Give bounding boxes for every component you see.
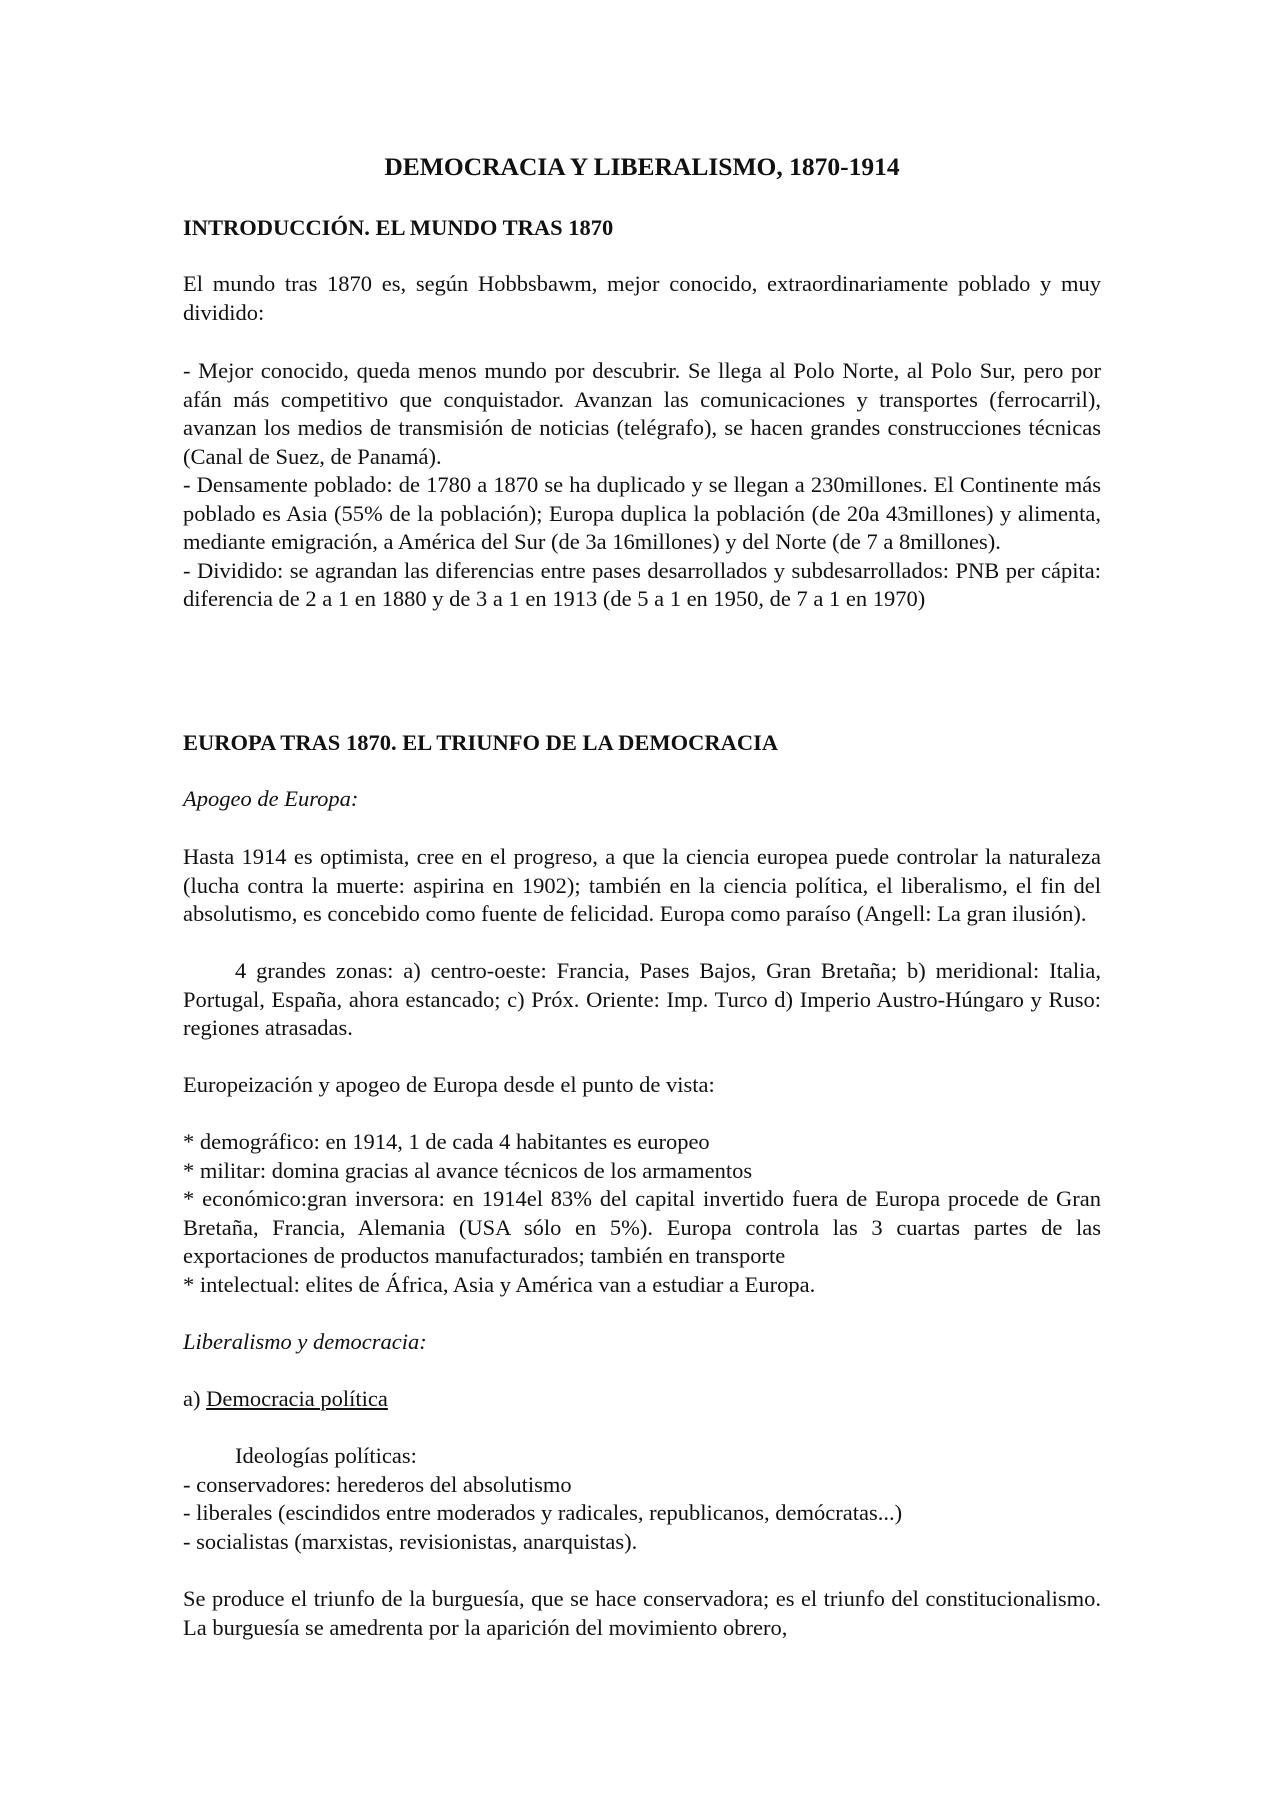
paragraph-optimismo: Hasta 1914 es optimista, cree en el progreso, a que la ciencia europea puede controlar la naturaleza (lucha contra la muerte: aspirina en 1902); también en la ciencia política, el liberalismo, el fin del absolutismo, es concebido como fuente de felicidad. Europa como paraíso (Angell: La gran ilusión). xyxy=(183,844,1101,926)
bullet-demografico: * demográfico: en 1914, 1 de cada 4 habitantes es europeo xyxy=(183,1129,710,1154)
point-dividido: - Dividido: se agrandan las diferencias entre pases desarrollados y subdesarrollados: PNB per cápita: diferencia de 2 a 1 en 1880 y de 3 a 1 en 1913 (de 5 a 1 en 1950, de 7 a 1 en 1970) xyxy=(183,557,1101,611)
point-mejor-conocido: - Mejor conocido, queda menos mundo por descubrir. Se llega al Polo Norte, al Polo Sur, pero por afán más competitivo que conquistador. Avanzan las comunicaciones y transportes (ferrocarril), avanzan los medios de transmisión de noticias (telégrafo), se hacen grandes construcciones técnicas (Canal de Suez, de Panamá). xyxy=(183,358,1101,469)
apogeo-bullets-list xyxy=(183,1128,1101,1299)
section-heading-europa: EUROPA TRAS 1870. EL TRIUNFO DE LA DEMOCRACIA xyxy=(183,730,779,755)
subheading-apogeo: Apogeo de Europa: xyxy=(183,786,359,811)
item-a-democracia-politica xyxy=(183,1385,1101,1414)
item-a-label: Democracia política xyxy=(206,1386,388,1411)
item-a-prefix: a) xyxy=(183,1386,207,1411)
section-heading-introduccion: INTRODUCCIÓN. EL MUNDO TRAS 1870 xyxy=(183,215,614,240)
ideologia-conservadores: - conservadores: herederos del absolutismo xyxy=(183,1471,572,1497)
bullet-intelectual: * intelectual: elites de África, Asia y América van a estudiar a Europa. xyxy=(183,1271,816,1297)
closing-paragraph: Se produce el triunfo de la burguesía, que se hace conservadora; es el triunfo del constitucionalismo. La burguesía se amedrenta por la aparición del movimiento obrero, xyxy=(183,1586,1101,1640)
point-densamente-poblado: - Densamente poblado: de 1780 a 1870 se ha duplicado y se llegan a 230millones. El Continente más poblado es Asia (55% de la población); Europa duplica la población (de 20a 43millones) y alimenta, mediante emigración, a América del Sur (de 3a 16millones) y del Norte (de 7 a 8millones). xyxy=(183,472,1101,554)
ideologias-heading: Ideologías políticas: xyxy=(235,1443,417,1468)
paragraph-zonas: 4 grandes zonas: a) centro-oeste: Francia, Pases Bajos, Gran Bretaña; b) meridional: Italia, Portugal, España, ahora estancado; c) Próx. Oriente: Imp. Turco d) Imperio Austro-Húngaro y Ruso: regiones atrasadas. xyxy=(183,958,1101,1040)
document-title: DEMOCRACIA Y LIBERALISMO, 1870-1914 xyxy=(384,152,900,181)
ideologia-liberales: - liberales (escindidos entre moderados y radicales, republicanos, demócratas...) xyxy=(183,1500,903,1525)
ideologia-socialistas: - socialistas (marxistas, revisionistas, anarquistas). xyxy=(183,1528,638,1554)
subheading-liberalismo: Liberalismo y democracia: xyxy=(183,1329,427,1354)
ideologias-list xyxy=(183,1442,1101,1556)
intro-paragraph: El mundo tras 1870 es, según Hobbsbawm, mejor conocido, extraordinariamente poblado y muy dividido: xyxy=(183,271,1101,325)
intro-points-list xyxy=(183,357,1101,614)
bullet-economico: * económico:gran inversora: en 1914el 83% del capital invertido fuera de Europa procede de Gran Bretaña, Francia, Alemania (USA sólo en 5%). Europa controla las 3 cuartas partes de las exportaciones de productos manufacturados; también en transporte xyxy=(183,1186,1101,1268)
paragraph-europeizacion: Europeización y apogeo de Europa desde el punto de vista: xyxy=(183,1072,715,1097)
bullet-militar: * militar: domina gracias al avance técnicos de los armamentos xyxy=(183,1157,753,1183)
